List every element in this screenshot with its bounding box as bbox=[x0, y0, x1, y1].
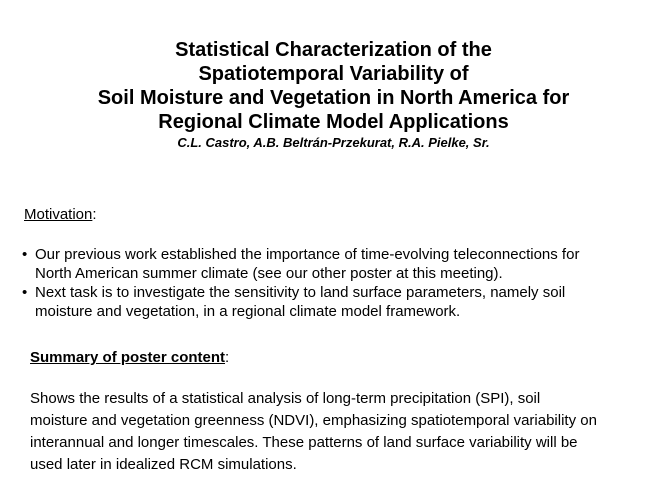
poster-title-line-2: Spatiotemporal Variability of bbox=[198, 63, 469, 85]
motivation-heading bbox=[24, 205, 97, 224]
summary-line-2: moisture and vegetation greenness (NDVI), emphasizing spatiotemporal variability on bbox=[30, 412, 597, 429]
summary-heading-text: Summary of poster content bbox=[30, 349, 226, 366]
motivation-heading-colon: : bbox=[92, 206, 97, 223]
summary-heading-colon: : bbox=[225, 349, 230, 366]
summary-paragraph bbox=[30, 388, 660, 476]
motivation-heading-text: Motivation bbox=[24, 206, 93, 223]
summary-line-3: interannual and longer timescales. These patterns of land surface variability will be bbox=[30, 434, 578, 451]
bullet-1-line-1: • Our previous work established the importance of time-evolving teleconnections for bbox=[35, 246, 580, 263]
poster-title-line-1: Statistical Characterization of the bbox=[175, 39, 492, 61]
bullet-2-line-2: moisture and vegetation, in a regional climate model framework. bbox=[35, 303, 461, 320]
authors: C.L. Castro, A.B. Beltrán-Przekurat, R.A. Pielke, Sr. bbox=[177, 135, 490, 150]
motivation-bullet-list bbox=[22, 245, 652, 321]
title-block bbox=[0, 38, 667, 151]
motivation-bullet-2 bbox=[22, 283, 652, 321]
summary-line-4: used later in idealized RCM simulations. bbox=[30, 456, 297, 473]
poster-title-line-4: Regional Climate Model Applications bbox=[158, 111, 509, 133]
summary-heading bbox=[30, 348, 229, 367]
motivation-bullet-1 bbox=[22, 245, 652, 283]
poster-title-line-3: Soil Moisture and Vegetation in North America for bbox=[97, 87, 570, 109]
bullet-1-line-2: North American summer climate (see our other poster at this meeting). bbox=[35, 265, 503, 282]
summary-line-1: Shows the results of a statistical analysis of long-term precipitation (SPI), soil bbox=[30, 390, 541, 407]
bullet-2-line-1: • Next task is to investigate the sensitivity to land surface parameters, namely soil bbox=[35, 284, 566, 301]
